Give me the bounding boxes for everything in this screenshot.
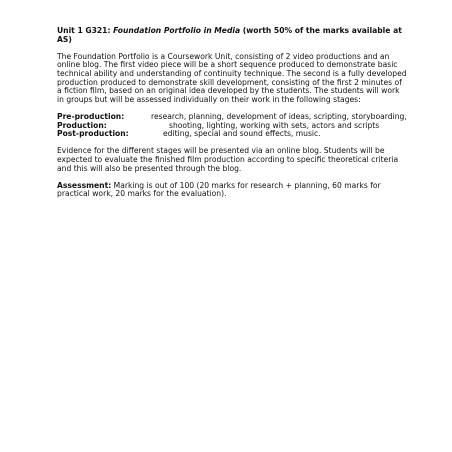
document-content: [57, 27, 407, 207]
evidence-paragraph: Evidence for the different stages will be presented via an online blog. Students will be expected to evaluate the finished film production according to specific theoretical criteria and this will also be presented through the blog.: [57, 146, 399, 173]
stage-row: [57, 130, 407, 139]
stage-description: editing, special and sound effects, music.: [163, 129, 321, 139]
stage-description: research, planning, development of ideas, scripting, storyboarding,: [151, 111, 407, 121]
assessment-paragraph: [57, 182, 407, 199]
intro-paragraph: The Foundation Portfolio is a Coursework Unit, consisting of 2 video productions and an online blog. The first video piece will be a short sequence produced to demonstrate basic technical ability and understanding of continuity technique. The second is a fully developed production produced to demonstrate skill development, consisting of the first 2 minutes of a fiction film, based on an original idea developed by the students. The students will work in groups but will be assessed individually on their work in the following stages:: [57, 51, 407, 104]
portfolio-name: Foundation Portfolio in Media: [113, 26, 241, 35]
assessment-label: Assessment:: [57, 180, 112, 190]
assessment-text: Marking is out of 100 (20 marks for research + planning, 60 marks for practical work, 20 marks for the evaluation).: [57, 180, 381, 199]
unit-code: Unit 1 G321:: [57, 26, 111, 35]
stage-label: Pre-production:: [57, 111, 125, 121]
stage-label: Production:: [57, 120, 107, 130]
stages-list: [57, 113, 407, 139]
stage-description: shooting, lighting, working with sets, actors and scripts: [169, 120, 380, 130]
stage-label: Post-production:: [57, 129, 129, 139]
document-title: [57, 27, 407, 44]
marks-weight: (worth 50% of the marks available at AS): [57, 26, 402, 44]
